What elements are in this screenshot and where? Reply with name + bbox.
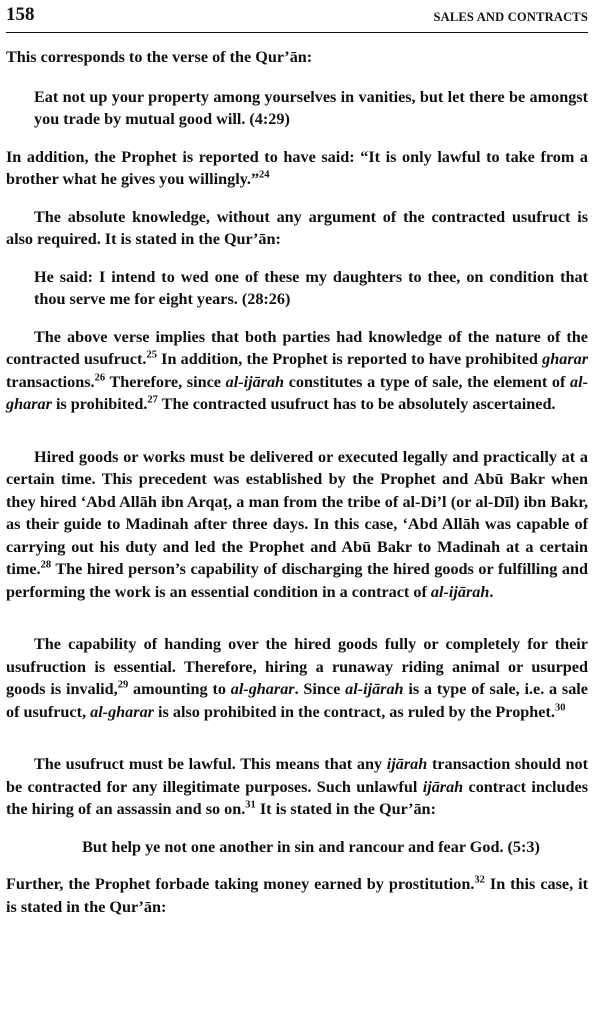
intro-paragraph xyxy=(6,46,588,69)
text-segment: The above verse implies that both parties had knowledge of the nature of the contracted usufruct. xyxy=(6,327,588,368)
prostitution-paragraph xyxy=(6,873,588,918)
italic-term: gharar xyxy=(542,350,589,368)
quran-quote-4-29 xyxy=(6,86,588,131)
text-segment: transactions. xyxy=(6,372,95,391)
lawful-usufruct-paragraph xyxy=(6,753,588,821)
quote-text: He said: I intend to wed one of these my daughters to thee, on condition that thou serve me for eight years. (28:26) xyxy=(34,267,588,308)
page-body xyxy=(6,46,588,918)
text-segment: Therefore, since xyxy=(105,372,226,391)
page-number: 158 xyxy=(6,4,35,25)
text-segment: In this case, it is stated in the Qur’ān: xyxy=(6,875,588,916)
text-segment: The hired person’s capability of discharging the hired goods or fulfilling and performing the work is an essential condition in a contract of xyxy=(6,560,588,601)
capability-paragraph xyxy=(6,633,588,723)
text-segment: is also prohibited in the contract, as ruled by the Prophet. xyxy=(153,702,555,721)
footnote-ref-27[interactable]: 27 xyxy=(147,394,158,406)
text-segment: The capability of handing over the hired goods fully or completely for their usufruction is essential. Therefore, hiring a runaway riding animal or usurped goods is invalid, xyxy=(6,635,588,698)
text-segment: contract includes the hiring of an assassin and so on. xyxy=(6,777,589,818)
footnote-ref-26[interactable]: 26 xyxy=(94,372,106,384)
text-segment: Further, the Prophet forbade taking money earned by prostitution. xyxy=(6,875,475,893)
footnote-ref-31[interactable]: 31 xyxy=(245,799,256,811)
footnote-ref-32[interactable]: 32 xyxy=(474,874,485,886)
running-head: SALES AND CONTRACTS xyxy=(433,10,588,24)
text-segment: . Since xyxy=(294,680,346,698)
text-segment: amounting to xyxy=(128,680,231,698)
quran-quote-5-3 xyxy=(6,836,588,859)
italic-term: ijārah xyxy=(386,755,428,773)
text-segment: It is stated in the Qur’ān: xyxy=(255,800,436,818)
text-segment: constitutes a type of sale, the element of xyxy=(284,372,571,391)
italic-term: al-ijārah xyxy=(225,372,285,391)
paragraph-text: In addition, the Prophet is reported to have said: “It is only lawful to take from a brother what he gives you willingly.” xyxy=(6,147,588,188)
italic-term: al-ijārah xyxy=(430,582,490,601)
text-segment: In addition, the Prophet is reported to have prohibited xyxy=(156,350,543,368)
quote-text: Eat not up your property among yourselves in vanities, but let there be amongst you trade by mutual good will. (4:29) xyxy=(34,87,588,128)
footnote-ref-28[interactable]: 28 xyxy=(40,559,52,571)
knowledge-paragraph xyxy=(6,206,588,251)
text-segment: The contracted usufruct has to be absolutely ascertained. xyxy=(157,395,556,413)
text-segment: transaction should not be contracted for any illegitimate purposes. Such unlawful xyxy=(6,755,589,796)
hadith-paragraph xyxy=(6,146,588,191)
page-header xyxy=(6,2,588,33)
text-segment: . xyxy=(489,582,494,601)
italic-term: ijārah xyxy=(422,777,464,796)
intro-text: This corresponds to the verse of the Qur’ān: xyxy=(6,48,313,66)
footnote-ref-29[interactable]: 29 xyxy=(117,679,129,691)
footnote-ref-25[interactable]: 25 xyxy=(146,349,157,361)
text-segment: Hired goods or works must be delivered or executed legally and practically at a certain time. This precedent was established by the Prophet and Abū Bakr when they hired ‘Abd Allāh ibn Arqaṭ, a man from the tribe of al-Di’l (or al-Dīl) ibn Bakr, as their guide to Madinah after three days. In this case, ‘Abd Allāh was capable of carrying out his duty and led the Prophet and Abū Bakr to Madinah at a certain time. xyxy=(6,447,588,578)
paragraph-text: The absolute knowledge, without any argument of the contracted usufruct is also required. It is stated in the Qur’ān: xyxy=(6,207,588,248)
quote-text: But help ye not one another in sin and rancour and fear God. (5:3) xyxy=(82,837,540,856)
italic-term: al-gharar xyxy=(90,702,154,721)
quran-quote-28-26 xyxy=(6,266,588,311)
text-segment: is a type of sale, i.e. a sale of usufruct, xyxy=(6,680,588,721)
italic-term: al-gharar xyxy=(230,680,295,698)
footnote-ref-30[interactable]: 30 xyxy=(554,702,566,714)
footnote-ref-24[interactable]: 24 xyxy=(259,169,270,181)
text-segment: The usufruct must be lawful. This means that any xyxy=(34,755,387,773)
text-segment: is prohibited. xyxy=(51,395,148,413)
italic-term: al-gharar xyxy=(6,372,588,413)
gharar-paragraph xyxy=(6,326,588,416)
italic-term: al-ijārah xyxy=(345,680,404,698)
hired-goods-paragraph xyxy=(6,446,588,604)
